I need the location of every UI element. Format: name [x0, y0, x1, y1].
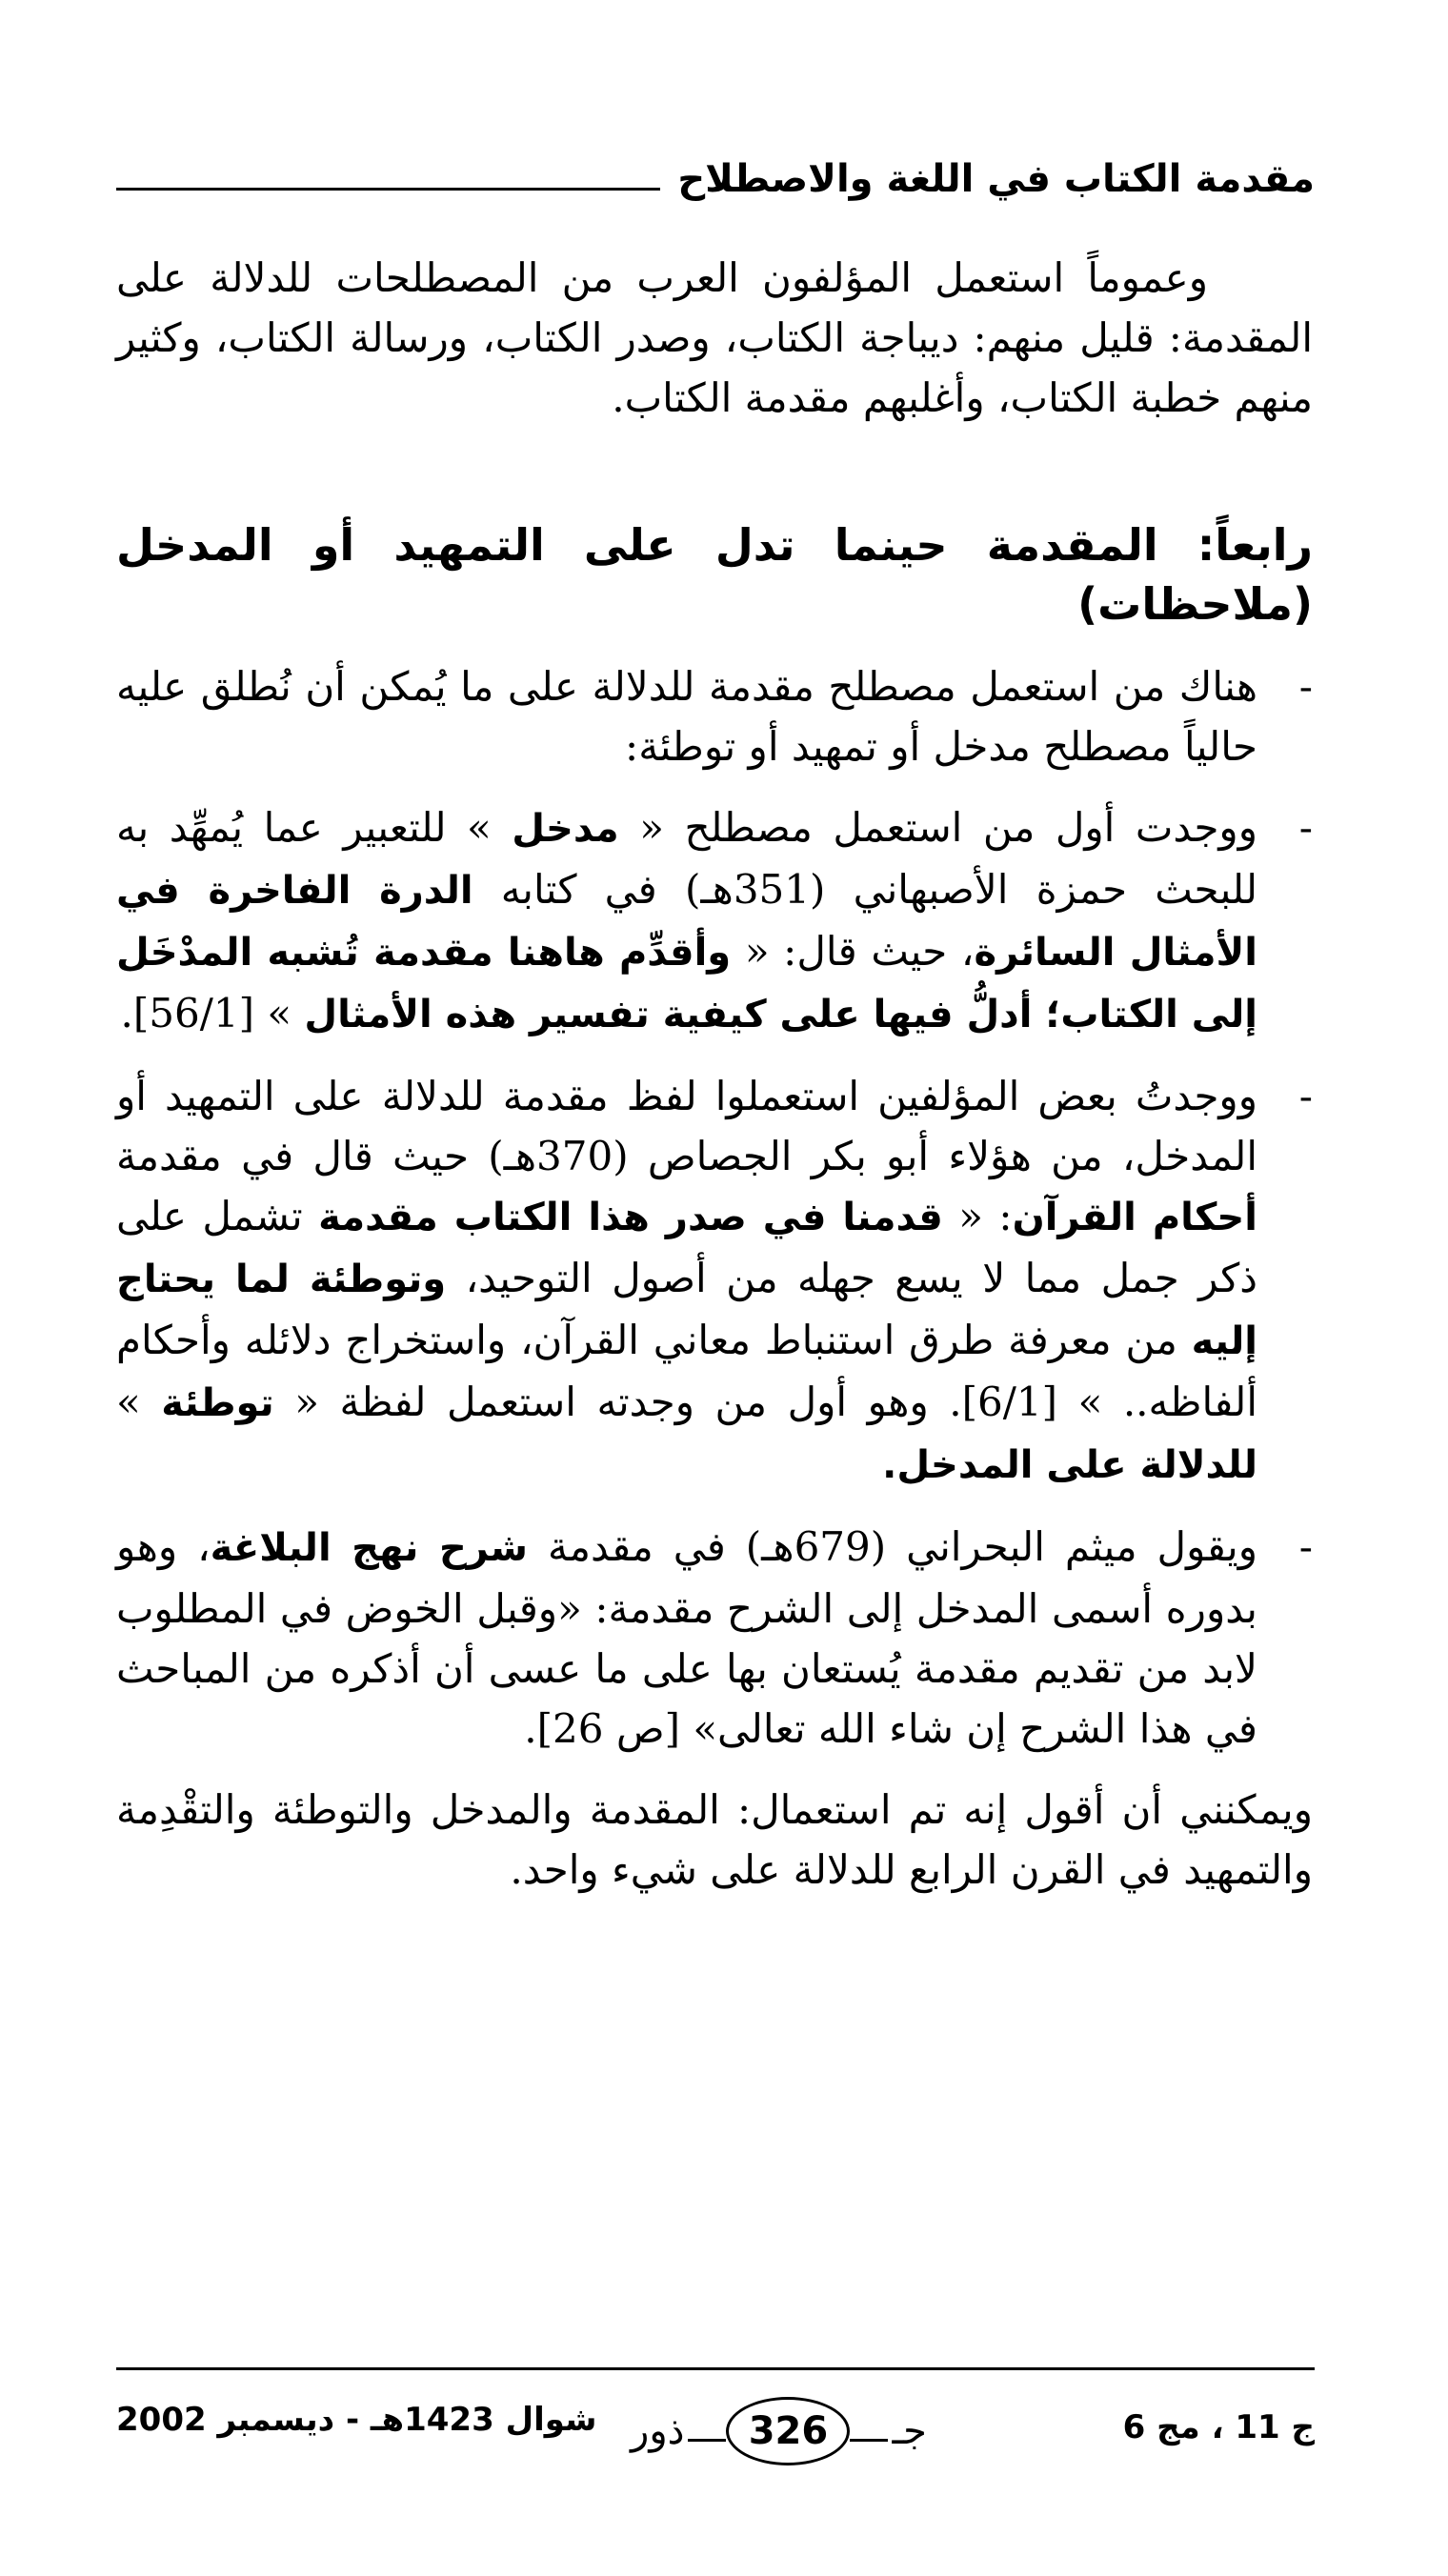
dash-marker: - — [1298, 1523, 1313, 1570]
dash-marker: - — [1298, 804, 1313, 851]
list-item-text: : « — [942, 1193, 1013, 1239]
list-item — [116, 1517, 1313, 1759]
list-item — [116, 656, 1313, 776]
issue-date: شوال 1423هـ - ديسمبر 2002 — [116, 2401, 597, 2439]
citation: » [56/1]. — [120, 990, 305, 1036]
dash-marker: - — [1298, 663, 1313, 710]
list-item-text: من معرفة طرق استنباط معاني القرآن، واستخراج دلائله وأحكام ألفاظه.. » [6/1]. وهو أول من وجدته استعمل لفظة « — [116, 1317, 1257, 1425]
bold-quote: وأقدِّم هاهنا مقدمة تُشبه المدْخَل إلى الكتاب؛ أدلُّ فيها على كيفية تفسير هذه الأمثال — [116, 931, 1257, 1036]
page-footer — [116, 2380, 1315, 2485]
closing-paragraph: ويمكنني أن أقول إنه تم استعمال: المقدمة والمدخل والتوطئة والتقْدِمة والتمهيد في القرن الرابع للدلالة على شيء واحد. — [116, 1786, 1313, 1893]
header-title: مقدمة الكتاب في اللغة والاصطلاح — [677, 157, 1315, 201]
list-item-text: ووجدت أول من استعمل مصطلح « — [618, 804, 1257, 851]
bold-term: مدخل — [512, 807, 619, 851]
book-title: أحكام القرآن — [1012, 1196, 1257, 1239]
journal-masthead — [631, 2397, 927, 2465]
bold-quote: قدمنا في صدر هذا الكتاب مقدمة — [318, 1196, 943, 1239]
list-item-text: ووجدتُ بعض المؤلفين استعملوا لفظ مقدمة للدلالة على التمهيد أو المدخل، من هؤلاء أبو بكر الجصاص (370هـ) حيث قال في مقدمة — [116, 1073, 1257, 1179]
running-header — [116, 143, 1315, 200]
journal-name-start: جـ — [892, 2409, 927, 2453]
page-number: 326 — [726, 2397, 850, 2465]
list-item-text: » للتعبير عما يُمهِّد به للبحث حمزة الأصبهاني (351هـ) في كتابه — [116, 804, 1257, 913]
journal-connector-line — [850, 2439, 888, 2442]
journal-name-end: ذور — [631, 2409, 685, 2453]
bold-term: توطئة — [161, 1381, 274, 1425]
intro-paragraph: وعموماً استعمل المؤلفون العرب من المصطلحات للدلالة على المقدمة: قليل منهم: ديباجة الكتاب، وصدر الكتاب، ورسالة الكتاب، وكثير منهم خطبة الكتاب، وأغلبهم مقدمة الكتاب. — [116, 254, 1313, 421]
list-item — [116, 797, 1313, 1045]
notes-list — [116, 656, 1313, 1759]
book-title: الدرة الفاخرة في الأمثال السائرة — [116, 869, 1258, 975]
list-item-text: ، حيث قال: « — [731, 928, 975, 975]
list-item-text: » — [116, 1379, 162, 1425]
bold-quote: وتوطئة لما يحتاج إليه — [116, 1258, 1257, 1363]
dash-marker: - — [1298, 1073, 1313, 1119]
body-text — [116, 248, 1313, 1900]
journal-connector-line — [688, 2439, 726, 2442]
bold-phrase: للدلالة على المدخل. — [882, 1443, 1257, 1487]
list-item-text: ، وهو بدوره أسمى المدخل إلى الشرح مقدمة: «وقبل الخوض في المطلوب لابد من تقديم مقدمة يُستعان بها على ما عسى أن أذكره من المباحث في هذا الشرح إن شاء الله تعالى» [ص 26]. — [116, 1523, 1257, 1752]
list-item-text: ويقول ميثم البحراني (679هـ) في مقدمة — [528, 1523, 1257, 1570]
list-item — [116, 1066, 1313, 1496]
header-rule — [116, 188, 660, 191]
footer-rule — [116, 2367, 1315, 2370]
book-title: شرح نهج البلاغة — [210, 1526, 528, 1570]
volume-info: ج 11 ، مج 6 — [1122, 2408, 1315, 2446]
list-item-text: هناك من استعمل مصطلح مقدمة للدلالة على ما يُمكن أن نُطلق عليه حالياً مصطلح مدخل أو تمهيد أو توطئة: — [116, 663, 1257, 770]
list-item-text: تشمل على ذكر جمل مما لا يسع جهله من أصول التوحيد، — [116, 1193, 1258, 1301]
section-heading: رابعاً: المقدمة حينما تدل على التمهيد أو المدخل (ملاحظات) — [116, 519, 1313, 630]
